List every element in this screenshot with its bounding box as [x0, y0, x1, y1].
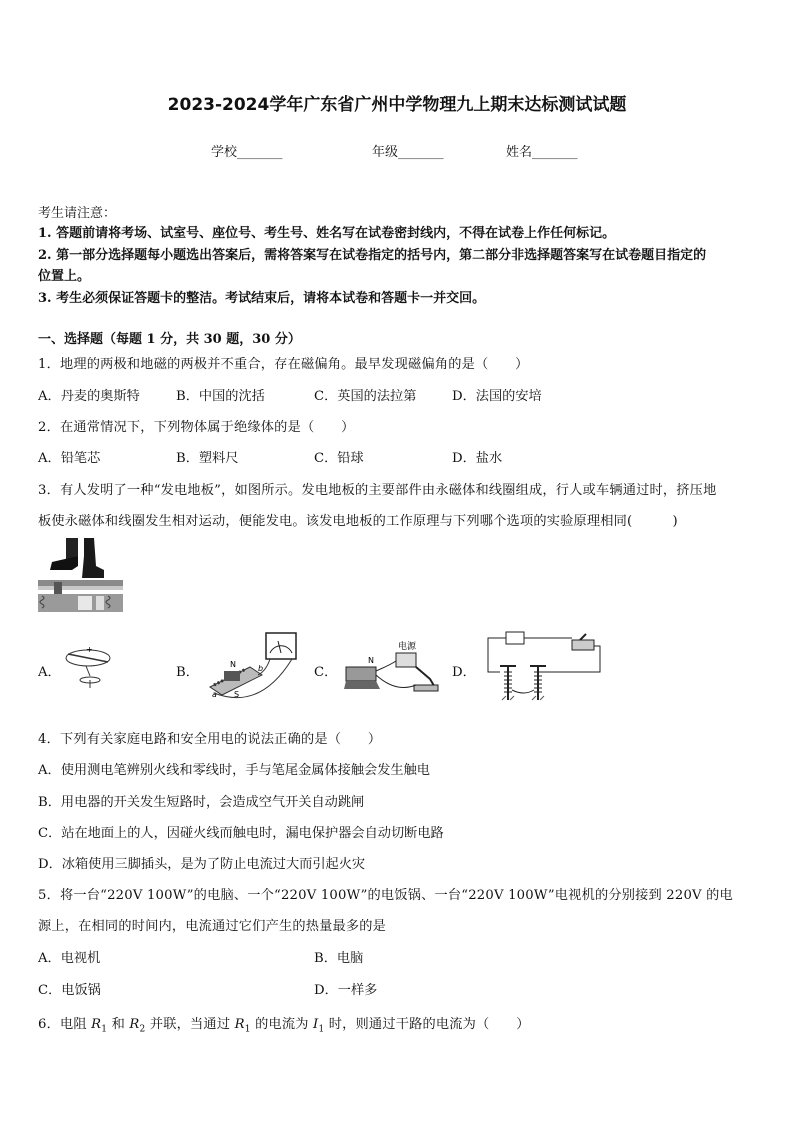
- q2-option-b: B．塑料尺: [176, 451, 239, 466]
- q3-stem-line2: 板使永磁体和线圈发生相对运动，便能发电。该发电地板的工作原理与下列哪个选项的实验原理相同( ): [38, 514, 678, 529]
- q5-option-c: C．电饭锅: [38, 983, 101, 998]
- r2-subscript: 2: [139, 1024, 146, 1035]
- q1-option-a: A．丹麦的奥斯特: [38, 389, 140, 404]
- q5-option-b: B．电脑: [314, 951, 364, 966]
- q4-option-d: D．冰箱使用三脚插头，是为了防止电流过大而引起火灾: [38, 857, 366, 872]
- figure-b-b-label: b: [258, 664, 264, 673]
- name-field: 姓名_______: [506, 145, 578, 160]
- notice-item: 2. 第一部分选择题每小题选出答案后，需将答案写在试卷指定的括号内，第二部分非选择题答案写在试卷题目指定的: [38, 248, 707, 263]
- figure-b-induction: [200, 631, 300, 703]
- q3-option-a-label: A．: [38, 665, 61, 680]
- figure-b-a-label: a: [212, 690, 217, 699]
- q6-text: 和: [107, 1017, 130, 1032]
- grade-field: 年级_______: [372, 145, 444, 160]
- q2-option-d: D．盐水: [452, 451, 503, 466]
- q1-option-d: D．法国的安培: [452, 389, 542, 404]
- figure-b-s-label: S: [234, 690, 240, 699]
- q5-option-d: D．一样多: [314, 983, 378, 998]
- school-field: 学校_______: [211, 145, 283, 160]
- r1-subscript: 1: [101, 1024, 108, 1035]
- q2-stem: 2．在通常情况下，下列物体属于绝缘体的是（ ）: [38, 420, 355, 435]
- q1-stem: 1．地理的两极和地磁的两极并不重合，存在磁偏角。最早发现磁偏角的是（ ）: [38, 357, 529, 372]
- notice-heading: 考生请注意：: [38, 206, 117, 221]
- r1-symbol: R: [91, 1017, 102, 1032]
- notice-item: 3. 考生必须保证答题卡的整洁。考试结束后，请将本试卷和答题卡一并交回。: [38, 291, 486, 306]
- notice-item: 位置上。: [38, 269, 91, 284]
- q2-option-c: C．铅球: [314, 451, 364, 466]
- generating-floor-figure: [38, 536, 123, 612]
- i1-symbol: I: [313, 1017, 319, 1032]
- notice-item: 1. 答题前请将考场、试室号、座位号、考生号、姓名写在试卷密封线内，不得在试卷上作任何标记。: [38, 226, 616, 241]
- q5-stem-line1: 5．将一台“220V 100W”的电脑、一个“220V 100W”的电饭锅、一台“220V 100W”电视机的分别接到 220V 的电: [38, 888, 733, 903]
- q4-option-b: B．用电器的开关发生短路时，会造成空气开关自动跳闸: [38, 795, 365, 810]
- q4-option-a: A．使用测电笔辨别火线和零线时，手与笔尾金属体接触会发生触电: [38, 763, 430, 778]
- q6-text: 时，则通过干路的电流为（ ）: [324, 1017, 530, 1032]
- figure-c-power-label: 电源: [398, 642, 417, 652]
- q3-option-d-label: D．: [452, 665, 476, 680]
- figure-d-electromagnet: [484, 630, 604, 704]
- r1-subscript: 1: [244, 1024, 251, 1035]
- q6-text: 的电流为: [250, 1017, 314, 1032]
- q6-text: 并联，当通过: [145, 1017, 235, 1032]
- r1-symbol: R: [234, 1017, 245, 1032]
- r2-symbol: R: [129, 1017, 140, 1032]
- figure-c-motor: [340, 639, 440, 695]
- q6-text: 6．电阻: [38, 1017, 92, 1032]
- q4-option-c: C．站在地面上的人，因碰火线而触电时，漏电保护器会自动切断电路: [38, 826, 444, 841]
- q3-option-b-label: B．: [176, 665, 199, 680]
- q6-stem: [38, 1013, 530, 1035]
- figure-b-n-label: N: [230, 660, 236, 669]
- q1-option-b: B．中国的沈括: [176, 389, 265, 404]
- section-heading: 一、选择题（每题 1 分，共 30 题，30 分）: [38, 332, 301, 347]
- figure-a-oersted: [62, 644, 120, 690]
- page-title: 2023-2024学年广东省广州中学物理九上期末达标测试试题: [167, 95, 627, 115]
- figure-c-n-label: N: [368, 656, 374, 665]
- i1-subscript: 1: [318, 1024, 325, 1035]
- svg-text:+: +: [86, 645, 93, 654]
- q5-option-a: A．电视机: [38, 951, 101, 966]
- q3-option-c-label: C．: [314, 665, 338, 680]
- q1-option-c: C．英国的法拉第: [314, 389, 417, 404]
- q3-stem-line1: 3．有人发明了一种“发电地板”，如图所示。发电地板的主要部件由永磁体和线圈组成，行人或车辆通过时，挤压地: [38, 483, 717, 498]
- q4-stem: 4．下列有关家庭电路和安全用电的说法正确的是（ ）: [38, 732, 382, 747]
- q2-option-a: A．铅笔芯: [38, 451, 101, 466]
- q5-stem-line2: 源上，在相同的时间内，电流通过它们产生的热量最多的是: [38, 919, 387, 934]
